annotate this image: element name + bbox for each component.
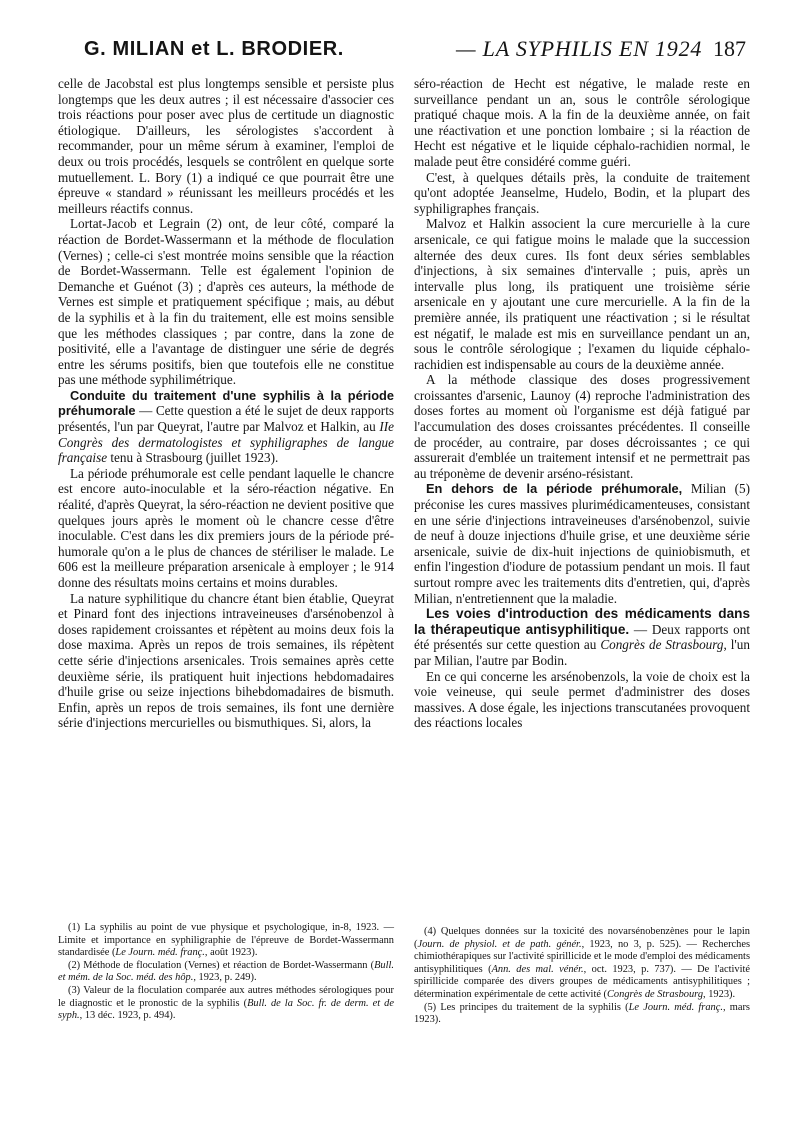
- running-header: [60, 34, 746, 70]
- paragraph: Les voies d'introduction des médicaments dans la thérapeutique antisyphilitique. — Deux rapports ont été présentés sur cette question au Congrès de Strasbourg, l'un par Milian, l'autre par Bodin.: [414, 606, 750, 668]
- paragraph: Conduite du traitement d'une syphilis à la période préhumorale — Cette question a été le sujet de deux rapports présentés, l'un par Queyrat, l'autre par Malvoz et Halkin, au IIe Congrès des dermatologistes et syphiligraphes de langue française tenu à Strasbourg (juillet 1923).: [58, 387, 394, 466]
- congress-title: Congrès de Strasbourg: [600, 637, 724, 653]
- page-number: 187: [713, 36, 746, 61]
- paragraph: En dehors de la période préhumorale, Milian (5) préconise les cures massives plurimédicamenteuses, consistant en une série d'injections intraveineuses d'arsénobenzol, suivie de neuf à douze injections d'huile grise, et une deuxième série arsenicale, suivie de dix-huit injections de quiniobismuth, et enfin l'ingestion d'iodure de potassium pendant un mois. Il faut surtout rompre avec les traitements dits d'entretien, qui, d'après Milian, n'entretiennent que la maladie.: [414, 481, 750, 606]
- paragraph: celle de Jacobstal est plus longtemps sensible et persiste plus longtemps que les deux autres ; il est nécessaire d'associer ces trois réactions pour poser avec plus de certitude un diagnostic étiologique. D'ailleurs, les sérologistes s'accordent à recommander, pour un même sérum à examiner, l'emploi de deux ou trois procédés, lesquels se contrôlent en quelque sorte mutuellement. L. Bory (1) a indiqué ce que pourrait être une épreuve « standard » réunissant les meilleurs procédés et les meilleurs réactifs connus.: [58, 76, 394, 216]
- section-heading: Les voies d'introduction des médicaments dans la thérapeutique antisyphilitique.: [414, 606, 750, 637]
- paragraph: La nature syphilitique du chancre étant bien établie, Queyrat et Pinard font des injections intraveineuses d'arsénobenzol à doses rapidement croissantes et répètent au moins deux fois la dose maxima. Après un repos de trois semaines, ils répètent cette série d'injections arsenicales. Trois semaines après cette deuxième série, ils pratiquent huit injections hebdomadaires d'huile grise ou seize injections bihebdomadaires de bismuth. Enfin, après un repos de trois semaines, ils font une dernière série d'injections mercurielles ou bismuthiques. Si, alors, la: [58, 590, 394, 731]
- section-heading: En dehors de la période préhumorale,: [426, 481, 683, 497]
- paragraph: séro-réaction de Hecht est négative, le malade reste en surveillance pendant un an, sous le contrôle sérologique pratiqué chaque mois. A la fin de la deuxième année, on fait une réactivation et une ponction lombaire ; si la réaction de Hecht est négative et le liquide céphalo-rachidien normal, le malade peut être considéré comme guéri.: [414, 76, 750, 169]
- footnote: (4) Quelques données sur la toxicité des novarsénobenzènes pour le lapin (Journ. de physiol. et de path. génér., 1923, no 3, p. 525). — Recherches chimiothérapiques sur l'activité spirillicide et le mode d'emploi des médicaments antisyphilitiques (Ann. des mal. vénér., oct. 1923, p. 737). — De l'activité spirillicide comparée des divers groupes de médicaments antisyphilitiques ; détermination expérimentale de cette activité (Congrès de Strasbourg, 1923).: [414, 926, 751, 1000]
- footnote: (2) Méthode de floculation (Vernes) et réaction de Bordet-Wassermann (Bull. et mém. de la Soc. méd. des hôp., 1923, p. 249).: [58, 959, 394, 984]
- paragraph: A la méthode classique des doses progressivement croissantes d'arsenic, Launoy (4) reproche l'administration des doses fortes au moment où l'organisme est déjà fatigué par l'accumulation des doses croissantes précédentes. Il conseille de procéder, au contraire, par doses décroissantes ; ce qui assurerait d'emblée un traitement intensif et ne permettrait pas au tréponème de devenir arséno-résistant.: [414, 372, 750, 481]
- footnote: (3) Valeur de la floculation comparée aux autres méthodes sérologiques pour le diagnostic et le pronostic de la syphilis (Bull. de la Soc. fr. de derm. et de syph., 13 déc. 1923, p. 494).: [58, 984, 394, 1022]
- paragraph: La période préhumorale est celle pendant laquelle le chancre est encore auto-inoculable et la séro-réaction négative. En réalité, d'après Queyrat, la séro-réaction ne devient positive que quelques jours après le moment où le chancre cesse d'être inoculable. C'est dans les dix premiers jours de la période préhumorale qu'on a le plus de chances de stériliser le malade. Le 606 est la meilleure préparation arsenicale à employer ; le 914 donne des résultats moins certains et moins durables.: [58, 465, 394, 590]
- paragraph: C'est, à quelques détails près, la conduite de traitement qu'ont adoptée Jeanselme, Hudelo, Bodin, et la plupart des syphiligraphes français.: [414, 169, 750, 216]
- paragraph: Lortat-Jacob et Legrain (2) ont, de leur côté, comparé la réaction de Bordet-Wassermann et la méthode de floculation (Vernes) ; celle-ci s'est montrée moins sensible que la réaction de Bordet-Wassermann. Telle est également l'opinion de Demanche et Guénot (3) ; d'après ces auteurs, la méthode de Vernes est simple et pratiquement spécifique ; mais, au début de la syphilis et à la fin du traitement, elle est moins sensible que les méthodes classiques ; par contre, dans la zone de positivité, elle a l'avantage de distinguer une série de degrés entre les sérums positifs, bien que toutefois elle ne constitue pas une méthode syphilimétrique.: [58, 216, 394, 388]
- footnote: (1) La syphilis au point de vue physique et psychologique, in-8, 1923. — Limite et importance en syphiligraphie de l'épreuve de Bordet-Wassermann standardisée (Le Journ. méd. franç., août 1923).: [58, 922, 394, 959]
- header-authors: G. MILIAN et L. BRODIER.: [84, 38, 344, 60]
- left-column: [58, 76, 394, 731]
- section-heading: Conduite du traitement d'une syphilis à la période préhumorale: [58, 387, 394, 419]
- paragraph: En ce qui concerne les arsénobenzols, la voie de choix est la voie veineuse, qui seule permet d'administrer des doses massives. A dose égale, les injections transcutanées provoquent des réactions locales: [414, 668, 750, 731]
- right-column: [414, 76, 750, 731]
- footnotes-left: [58, 922, 394, 1023]
- footnotes-right: [414, 926, 750, 1027]
- congress-title: IIe Congrès des dermatologistes et syphiligraphes de langue française: [58, 419, 394, 466]
- header-title: — LA SYPHILIS EN 1924: [456, 36, 703, 61]
- footnote: (5) Les principes du traitement de la syphilis (Le Journ. méd. franç., mars 1923).: [414, 1001, 750, 1026]
- paragraph: Malvoz et Halkin associent la cure mercurielle à la cure arsenicale, ce qui fatigue moins le malade que la succession alternée des deux cures. Ils font deux séries semblables d'injections, à six semaines d'intervalle ; puis, après un intervalle plus long, ils pratiquent une troisième série arsenicale en y ajoutant une cure mercurielle. A la fin de la première année, ils pratiquent une réactivation ; si le résultat est négatif, le malade est mis en surveillance pendant un an, sous le contrôle sérologique ; l'examen du liquide céphalo-rachidien est indispensable au cours de la deuxième année.: [414, 216, 750, 372]
